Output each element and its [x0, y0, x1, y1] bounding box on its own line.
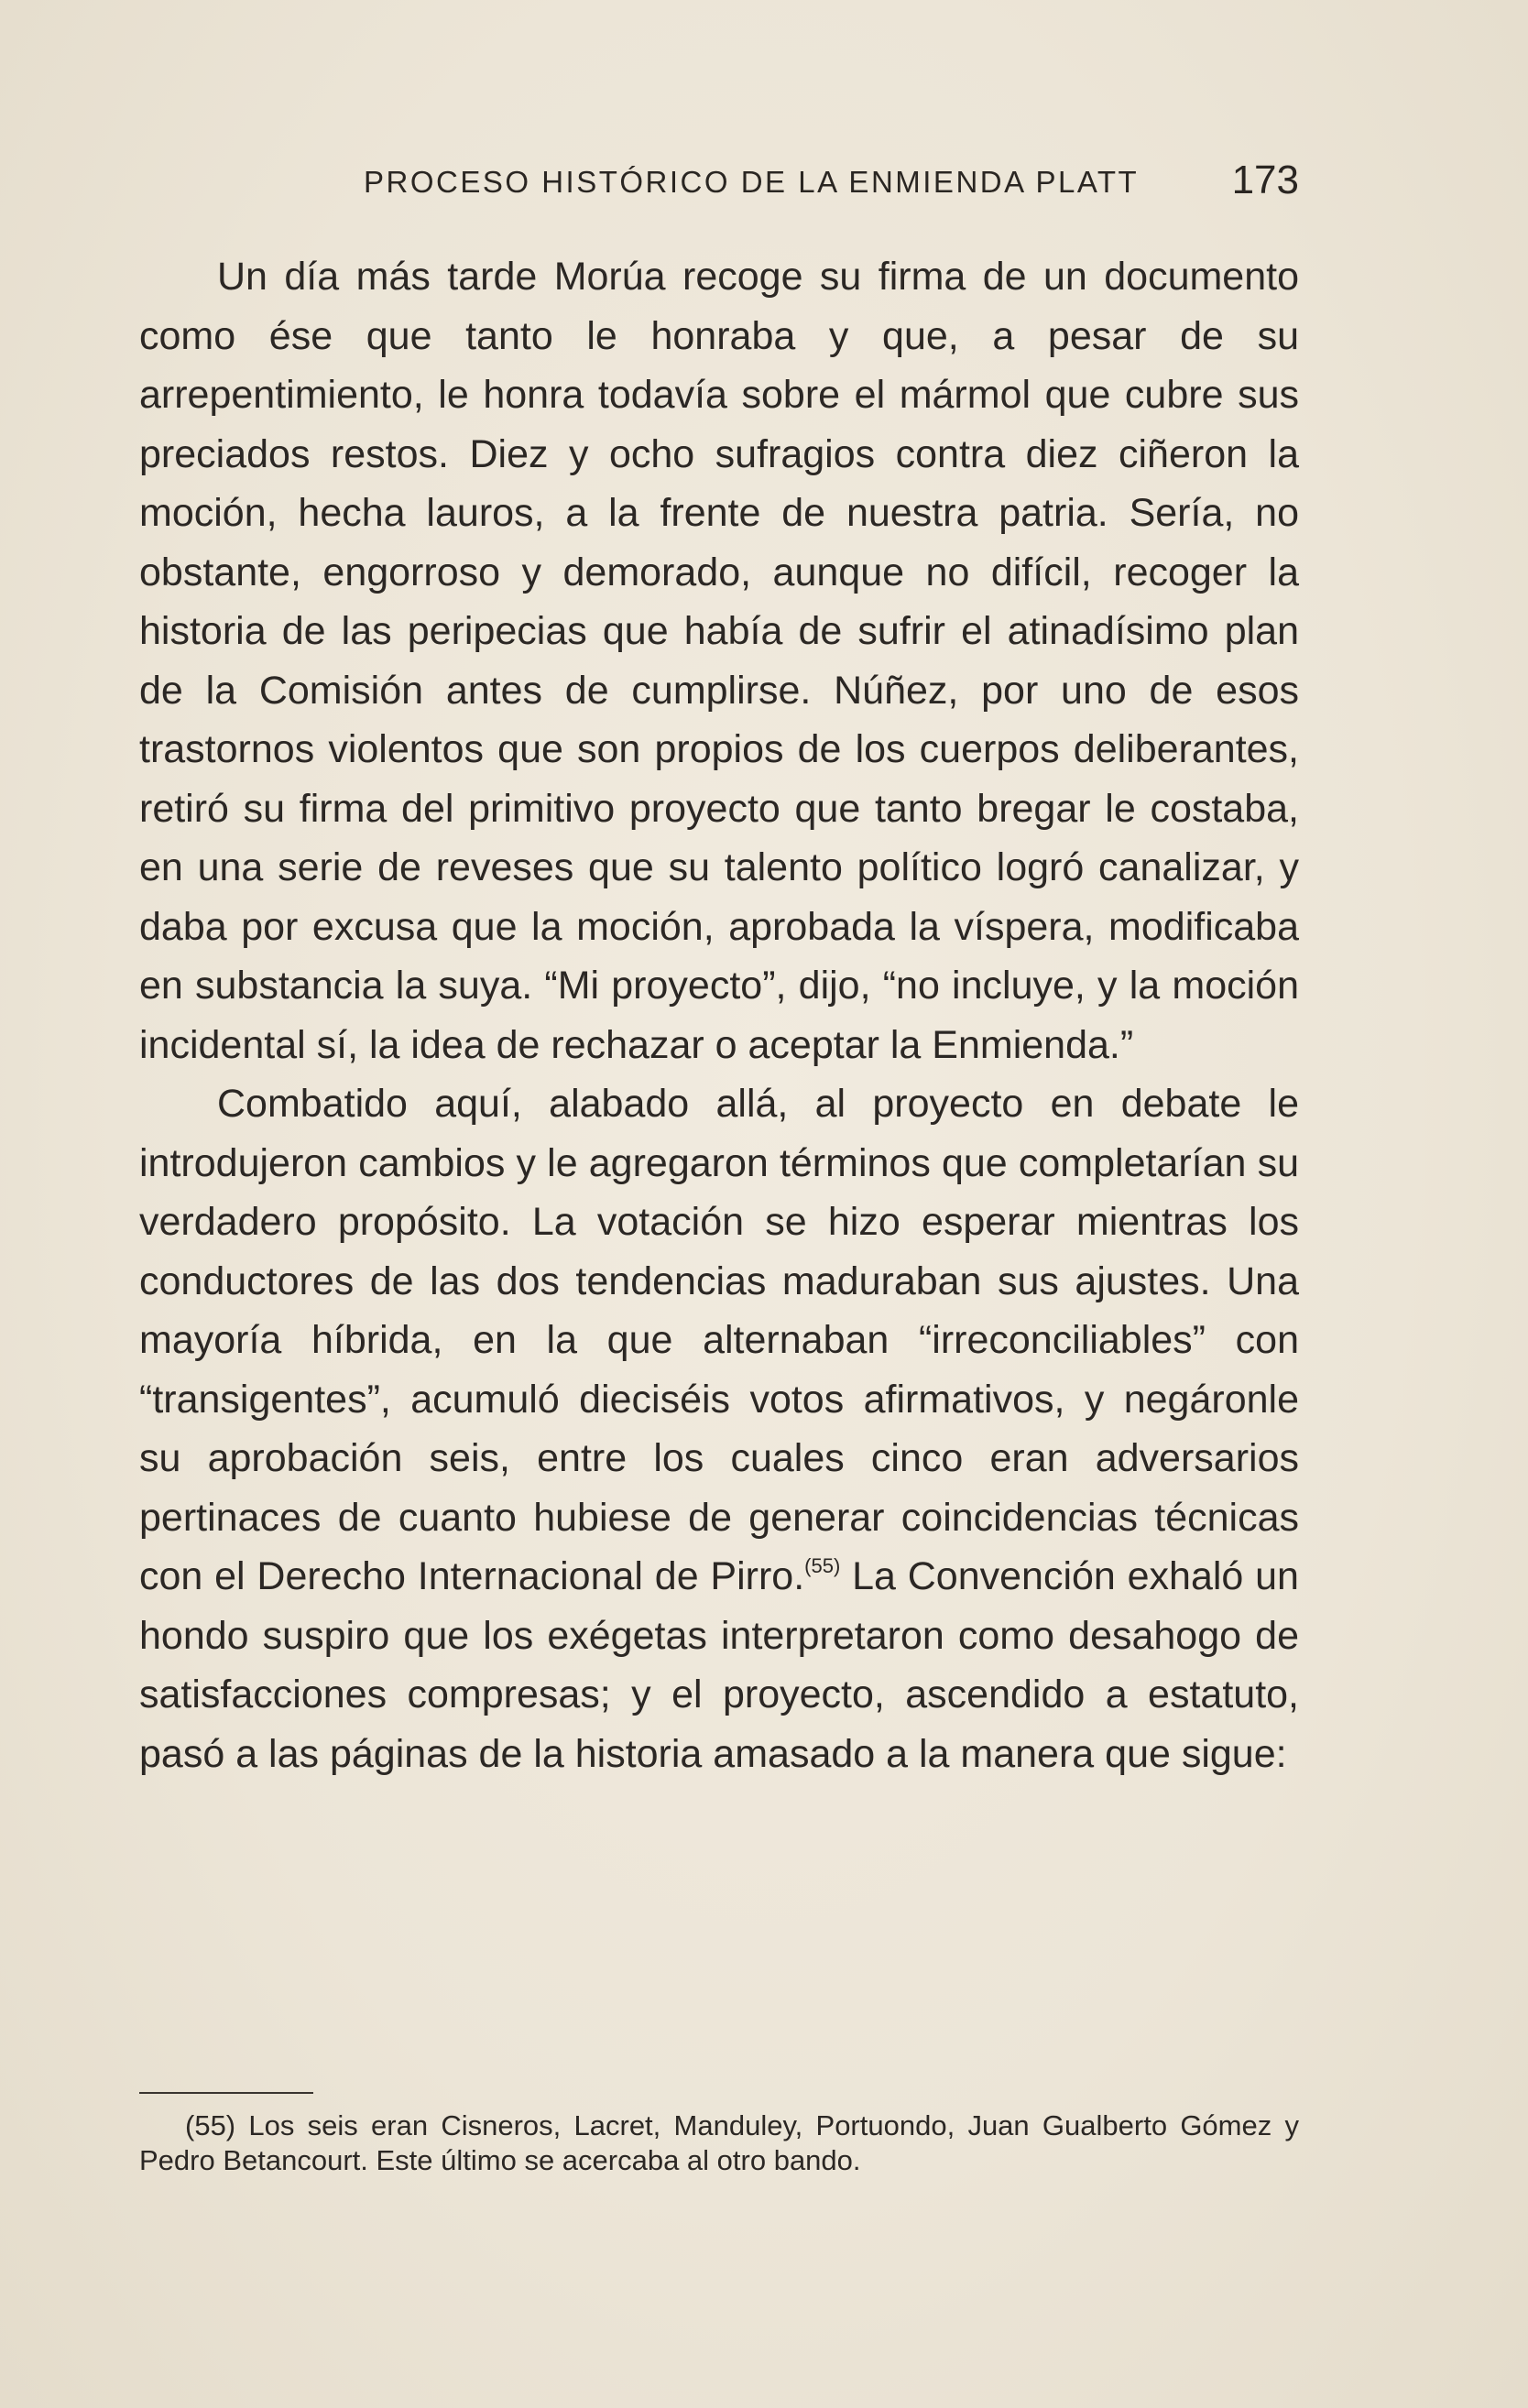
footnote [139, 2108, 1299, 2178]
footnote-marker: (55) [185, 2109, 236, 2141]
footnote-text: Los seis eran Cisneros, Lacret, Manduley, Portuondo, Juan Gualberto Gómez y Pedro Betancourt. Este último se acercaba al otro bando. [139, 2109, 1299, 2176]
footnote-reference: (55) [804, 1554, 841, 1577]
running-head [139, 158, 1299, 209]
running-title: PROCESO HISTÓRICO DE LA ENMIENDA PLATT [364, 165, 1140, 199]
footnote-divider [139, 2092, 313, 2094]
page-number: 173 [1231, 158, 1299, 202]
paragraph-1: Un día más tarde Morúa recoge su firma de un documento como ése que tanto le honraba y que, a pesar de su arrepentimiento, le honra todavía sobre el mármol que cubre sus preciados restos. Diez y ocho sufragios contra diez ciñeron la moción, hecha lauros, a la frente de nuestra patria. Sería, no obstante, engorroso y demorado, aunque no difícil, recoger la historia de las peripecias que había de sufrir el atinadísimo plan de la Comisión antes de cumplirse. Núñez, por uno de esos trastornos violentos que son propios de los cuerpos deliberantes, retiró su firma del primitivo proyecto que tanto bregar le costaba, en una serie de reveses que su talento político logró canalizar, y daba por excusa que la moción, aprobada la víspera, modificaba en substancia la suya. “Mi proyecto”, dijo, “no incluye, y la moción incidental sí, la idea de rechazar o aceptar la Enmienda.” [139, 255, 1299, 1067]
paragraph-2-part-1: Combatido aquí, alabado allá, al proyecto en debate le introdujeron cambios y le agregaron términos que completarían su verdadero propósito. La votación se hizo esperar mientras los conductores de las dos tendencias maduraban sus ajustes. Una mayoría híbrida, en la que alternaban “irreconciliables” con “transigentes”, acumuló dieciséis votos afirmativos, y negáronle su aprobación seis, entre los cuales cinco eran adversarios pertinaces de cuanto hubiese de generar coincidencias técnicas con el Derecho Internacional de Pirro. [139, 1082, 1299, 1598]
body-text [139, 247, 1299, 1783]
paragraph-2-part-2: La Convención exhaló un hondo suspiro que los exégetas interpretaron como desahogo de satisfacciones compresas; y el proyecto, ascendido a estatuto, pasó a las páginas de la historia amasado a la manera que sigue: [139, 1554, 1299, 1776]
paragraph-2 [139, 1074, 1299, 1783]
